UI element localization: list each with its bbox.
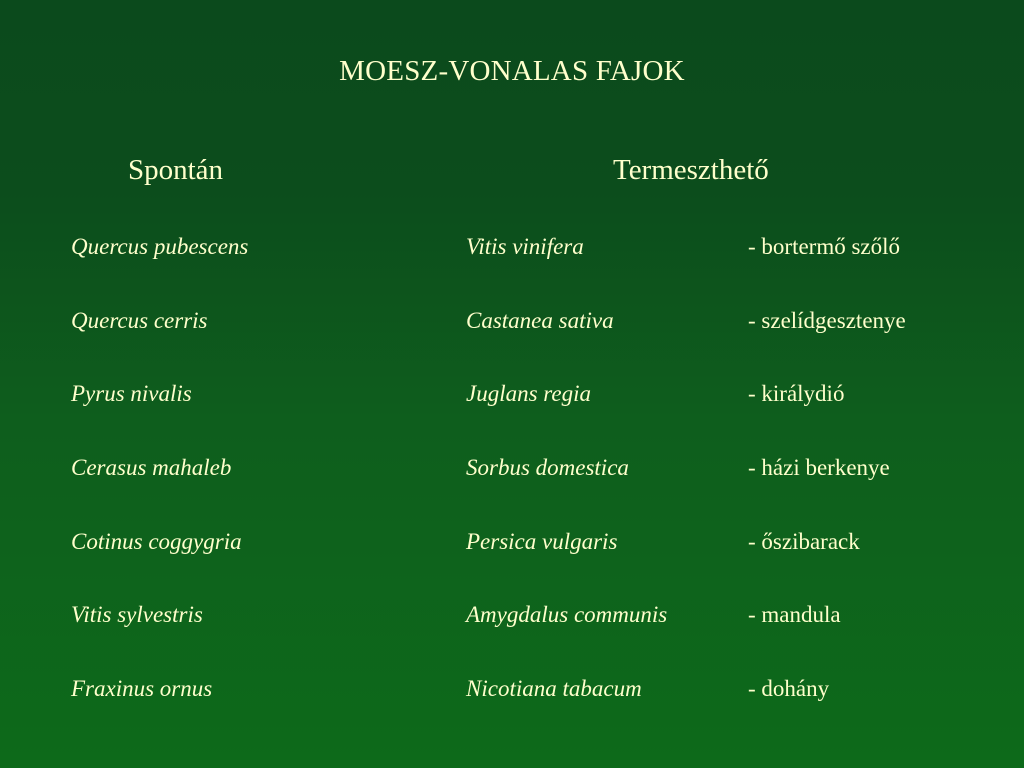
cultivated-species: Nicotiana tabacum (466, 676, 642, 701)
species-row (0, 379, 1024, 409)
species-row (0, 600, 1024, 630)
common-name: - házi berkenye (748, 455, 890, 480)
common-name: - bortermő szőlő (748, 234, 901, 259)
cultivated-species: Amygdalus communis (466, 602, 668, 627)
spontaneous-species: Pyrus nivalis (71, 381, 192, 406)
species-row (0, 306, 1024, 336)
slide-title: MOESZ-VONALAS FAJOK (339, 55, 685, 87)
column-header-spontaneous: Spontán (128, 154, 224, 186)
cultivated-species: Juglans regia (466, 381, 591, 406)
spontaneous-species: Quercus cerris (71, 308, 208, 333)
common-name: - mandula (748, 602, 841, 627)
column-header-cultivable: Termeszthető (613, 154, 769, 186)
species-row (0, 674, 1024, 704)
cultivated-species: Vitis vinifera (466, 234, 584, 259)
cultivated-species: Sorbus domestica (466, 455, 629, 480)
spontaneous-species: Cotinus coggygria (71, 529, 242, 554)
common-name: - királydió (748, 381, 845, 406)
cultivated-species: Castanea sativa (466, 308, 614, 333)
spontaneous-species: Fraxinus ornus (71, 676, 213, 701)
species-row (0, 232, 1024, 262)
spontaneous-species: Quercus pubescens (71, 234, 249, 259)
species-row (0, 527, 1024, 557)
common-name: - őszibarack (748, 529, 860, 554)
species-row (0, 453, 1024, 483)
common-name: - dohány (748, 676, 830, 701)
common-name: - szelídgesztenye (748, 308, 906, 333)
cultivated-species: Persica vulgaris (466, 529, 618, 554)
spontaneous-species: Cerasus mahaleb (71, 455, 232, 480)
spontaneous-species: Vitis sylvestris (71, 602, 203, 627)
